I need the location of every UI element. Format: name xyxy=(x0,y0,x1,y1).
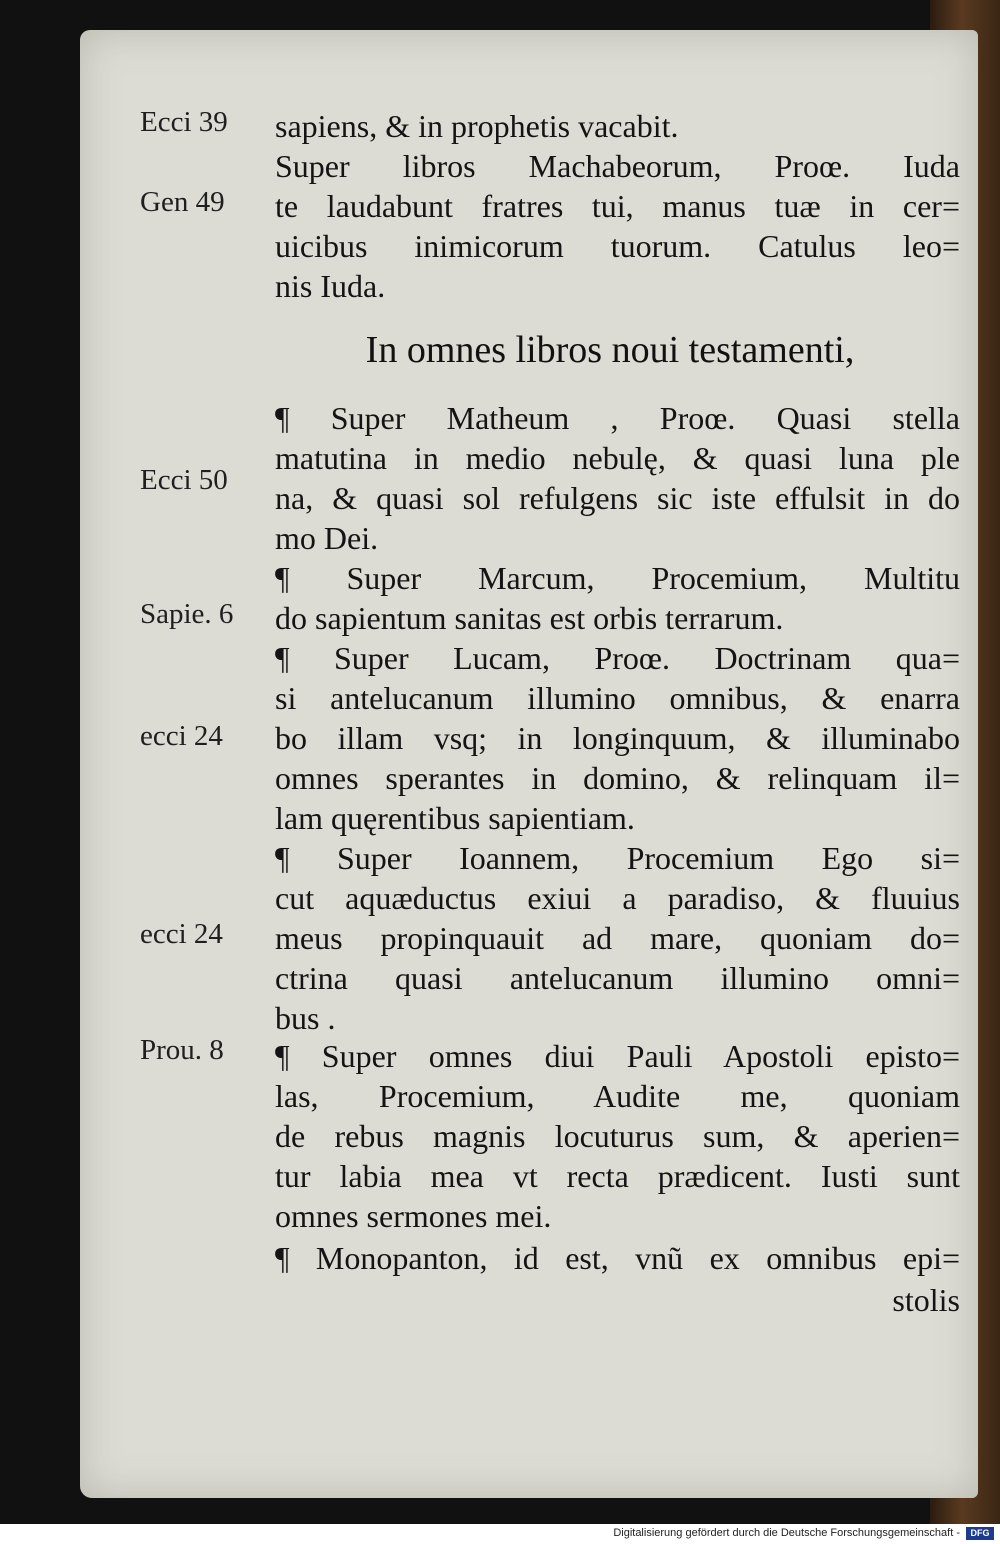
text-line: matutina in medio nebulę, & quasi luna ple xyxy=(275,440,960,476)
text-line: ¶ Super omnes diui Pauli Apostoli episto= xyxy=(275,1038,960,1074)
text-line: na, & quasi sol refulgens sic iste effulsit in do xyxy=(275,480,960,516)
text-line: Super libros Machabeorum, Proœ. Iuda xyxy=(275,148,960,184)
margin-note: ecci 24 xyxy=(140,720,223,752)
text-line: uicibus inimicorum tuorum. Catulus leo= xyxy=(275,228,960,264)
margin-note: Ecci 50 xyxy=(140,464,228,496)
text-line: ¶ Super Lucam, Proœ. Doctrinam qua= xyxy=(275,640,960,676)
text-line: las, Procemium, Audite me, quoniam xyxy=(275,1078,960,1114)
text-line: ¶ Super Matheum , Proœ. Quasi stella xyxy=(275,400,960,436)
text-line: ¶ Super Ioannem, Procemium Ego si= xyxy=(275,840,960,876)
text-line: sapiens, & in prophetis vacabit. xyxy=(275,108,679,144)
margin-note: Prou. 8 xyxy=(140,1034,224,1066)
text-line: omnes sperantes in domino, & relinquam il= xyxy=(275,760,960,796)
footer-credit: Digitalisierung gefördert durch die Deutsche Forschungsgemeinschaft - xyxy=(613,1527,960,1539)
text-line: bo illam vsq; in longinquum, & illuminabo xyxy=(275,720,960,756)
footer-bar xyxy=(0,1524,1000,1544)
text-line: omnes sermones mei. xyxy=(275,1198,552,1234)
margin-note: Gen 49 xyxy=(140,186,225,218)
text-line: de rebus magnis locuturus sum, & aperien= xyxy=(275,1118,960,1154)
text-line: do sapientum sanitas est orbis terrarum. xyxy=(275,600,784,636)
dfg-logo-icon: DFG xyxy=(966,1527,994,1540)
text-line: si antelucanum illumino omnibus, & enarra xyxy=(275,680,960,716)
text-line: bus . xyxy=(275,1000,336,1036)
margin-note: ecci 24 xyxy=(140,918,223,950)
catchword: stolis xyxy=(892,1282,960,1318)
text-line: cut aquæductus exiui a paradiso, & fluuius xyxy=(275,880,960,916)
text-line: ¶ Monopanton, id est, vnũ ex omnibus epi= xyxy=(275,1240,960,1276)
text-line: meus propinquauit ad mare, quoniam do= xyxy=(275,920,960,956)
text-line: ctrina quasi antelucanum illumino omni= xyxy=(275,960,960,996)
text-line: mo Dei. xyxy=(275,520,379,556)
text-line: ¶ Super Marcum, Procemium, Multitu xyxy=(275,560,960,596)
text-line: tur labia mea vt recta prædicent. Iusti sunt xyxy=(275,1158,960,1194)
text-line: lam quęrentibus sapientiam. xyxy=(275,800,635,836)
margin-note: Ecci 39 xyxy=(140,106,228,138)
section-heading: In omnes libros noui testamenti, xyxy=(365,329,855,371)
margin-note: Sapie. 6 xyxy=(140,598,234,630)
text-line: nis Iuda. xyxy=(275,268,386,304)
text-line: te laudabunt fratres tui, manus tuæ in cer= xyxy=(275,188,960,224)
